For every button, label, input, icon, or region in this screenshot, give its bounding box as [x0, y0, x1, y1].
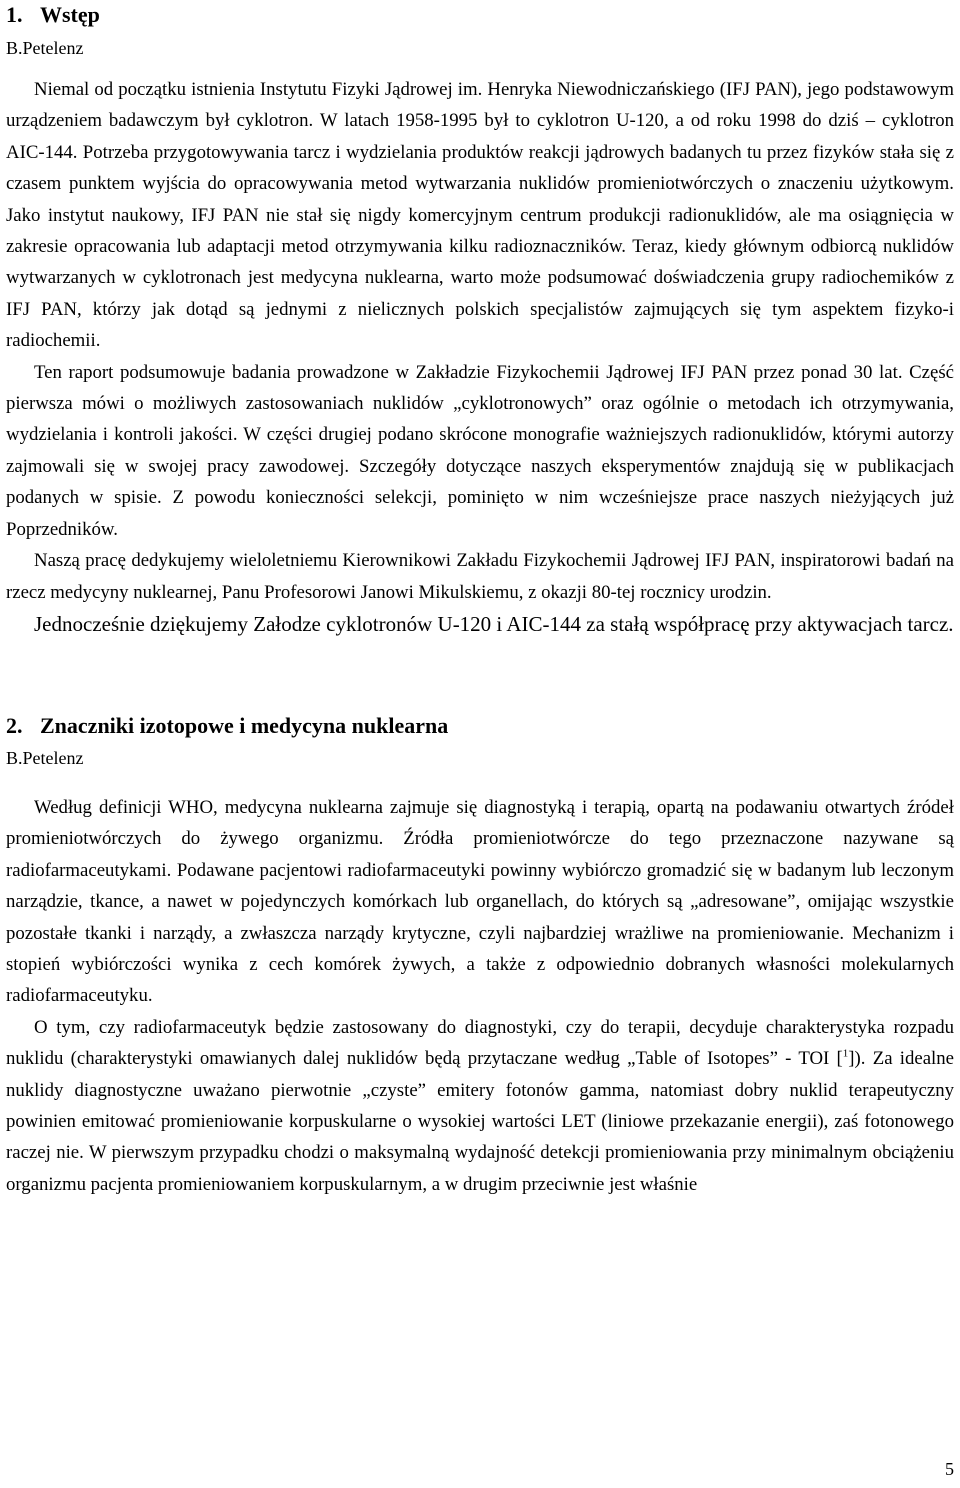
section-2-number: 2.	[6, 712, 23, 738]
section-1-body	[6, 74, 954, 641]
section-1-title: Wstęp	[40, 2, 100, 27]
section-2-title: Znaczniki izotopowe i medycyna nuklearna	[40, 712, 449, 738]
reference-marker: 1	[842, 1047, 849, 1060]
section-2-body	[6, 792, 954, 1200]
document-page	[6, 0, 954, 1200]
page-number: 5	[945, 1459, 954, 1479]
section-1-paragraph: Ten raport podsumowuje badania prowadzone w Zakładzie Fizykochemii Jądrowej IFJ PAN przez ponad 30 lat. Część pierwsza mówi o możliwych zastosowaniach nuklidów „cyklotronowych” oraz ogólnie o metodach ich otrzymywania, wydzielania i kontroli jakości. W części drugiej podano skrócone monografie ważniejszych radionuklidów, którymi autorzy zajmowali się w swojej pracy zawodowej. Szczegóły dotyczące naszych eksperymentów znajdują się w publikacjach podanych w spisie. Z powodu konieczności selekcji, pominięto w nim wcześniejsze prace naszych nieżyjących już Poprzedników.	[6, 361, 954, 540]
section-1-author: B.Petelenz	[6, 38, 84, 58]
section-2-paragraph	[6, 1012, 954, 1200]
section-2-paragraph-text: O tym, czy radiofarmaceutyk będzie zastosowany do diagnostyki, czy do terapii, decyduje charakterystyka rozpadu nuklidu (charakterystyki omawianych dalej nuklidów będą przytaczane według „Table of Isotopes” - TOI [	[6, 1016, 954, 1070]
section-2-heading	[6, 713, 954, 739]
section-1-heading	[6, 2, 954, 28]
section-1-paragraph: Niemal od początku istnienia Instytutu Fizyki Jądrowej im. Henryka Niewodniczańskiego (IFJ PAN), jego podstawowym urządzeniem badawczym był cyklotron. W latach 1958-1995 był to cyklotron U-120, a od roku 1998 do dziś – cyklotron AIC-144. Potrzeba przygotowywania tarcz i wydzielania produktów reakcji jądrowych badanych tu przez fizyków stała się z czasem punktem wyjścia do opracowywania metod wytwarzania nuklidów promieniotwórczych o znaczeniu użytkowym. Jako instytut naukowy, IFJ PAN nie stał się nigdy komercyjnym centrum produkcji radionuklidów, ale ma osiągnięcia w zakresie opracowania lub adaptacji metod otrzymywania kilku radioznaczników. Teraz, kiedy głównym odbiorcą nuklidów wytwarzanych w cyklotronach jest medycyna nuklearna, warto może podsumować doświadczenia grupy radiochemików z IFJ PAN, którzy jak dotąd są jednymi z nielicznych polskich specjalistów zajmujących się tym aspektem fizyko-i radiochemii.	[6, 79, 954, 352]
section-1-paragraph: Naszą pracę dedykujemy wieloletniemu Kierownikowi Zakładu Fizykochemii Jądrowej IFJ PAN, inspiratorowi badań na rzecz medycyny nuklearnej, Panu Profesorowi Janowi Mikulskiemu, z okazji 80-tej rocznicy urodzin.	[6, 550, 954, 603]
section-2-paragraph: Według definicji WHO, medycyna nuklearna zajmuje się diagnostyką i terapią, opartą na podawaniu otwartych źródeł promieniotwórczych do żywego organizmu. Źródła promieniotwórcze do tego przeznaczone nazywane są radiofarmaceutykami. Podawane pacjentowi radiofarmaceutyki powinny wybiórczo gromadzić się w badanym lub leczonym narządzie, tkance, a nawet w pojedynczych komórkach lub organellach, do których są „adresowane”, omijając wszystkie pozostałe tkanki i narządy, a zwłaszcza narządy krytyczne, czyli najbardziej wrażliwe na promieniowanie. Mechanizm i stopień wybiórczości wynika z cech komórek żywych, a także z odpowiednio dobranych własności molekularnych radiofarmaceutyku.	[6, 796, 954, 1007]
section-1-number: 1.	[6, 2, 23, 27]
section-2-author: B.Petelenz	[6, 747, 84, 768]
section-1-paragraph: Jednocześnie dziękujemy Załodze cyklotronów U-120 i AIC-144 za stałą współpracę przy aktywacjach tarcz.	[34, 611, 954, 636]
section-2-paragraph-text: ]). Za idealne nuklidy diagnostyczne uważano pierwotnie „czyste” emitery fotonów gamma, natomiast dobry nuklid terapeutyczny powinien emitować promieniowanie korpuskularne o wysokiej wartości LET (liniowe przekazanie energii), zaś fotonowego raczej nie. W pierwszym przypadku chodzi o maksymalną wydajność detekcji promieniowania przy minimalnym obciążeniu organizmu pacjenta promieniowaniem korpuskularnym, a w drugim przeciwnie jest właśnie	[6, 1048, 954, 1195]
